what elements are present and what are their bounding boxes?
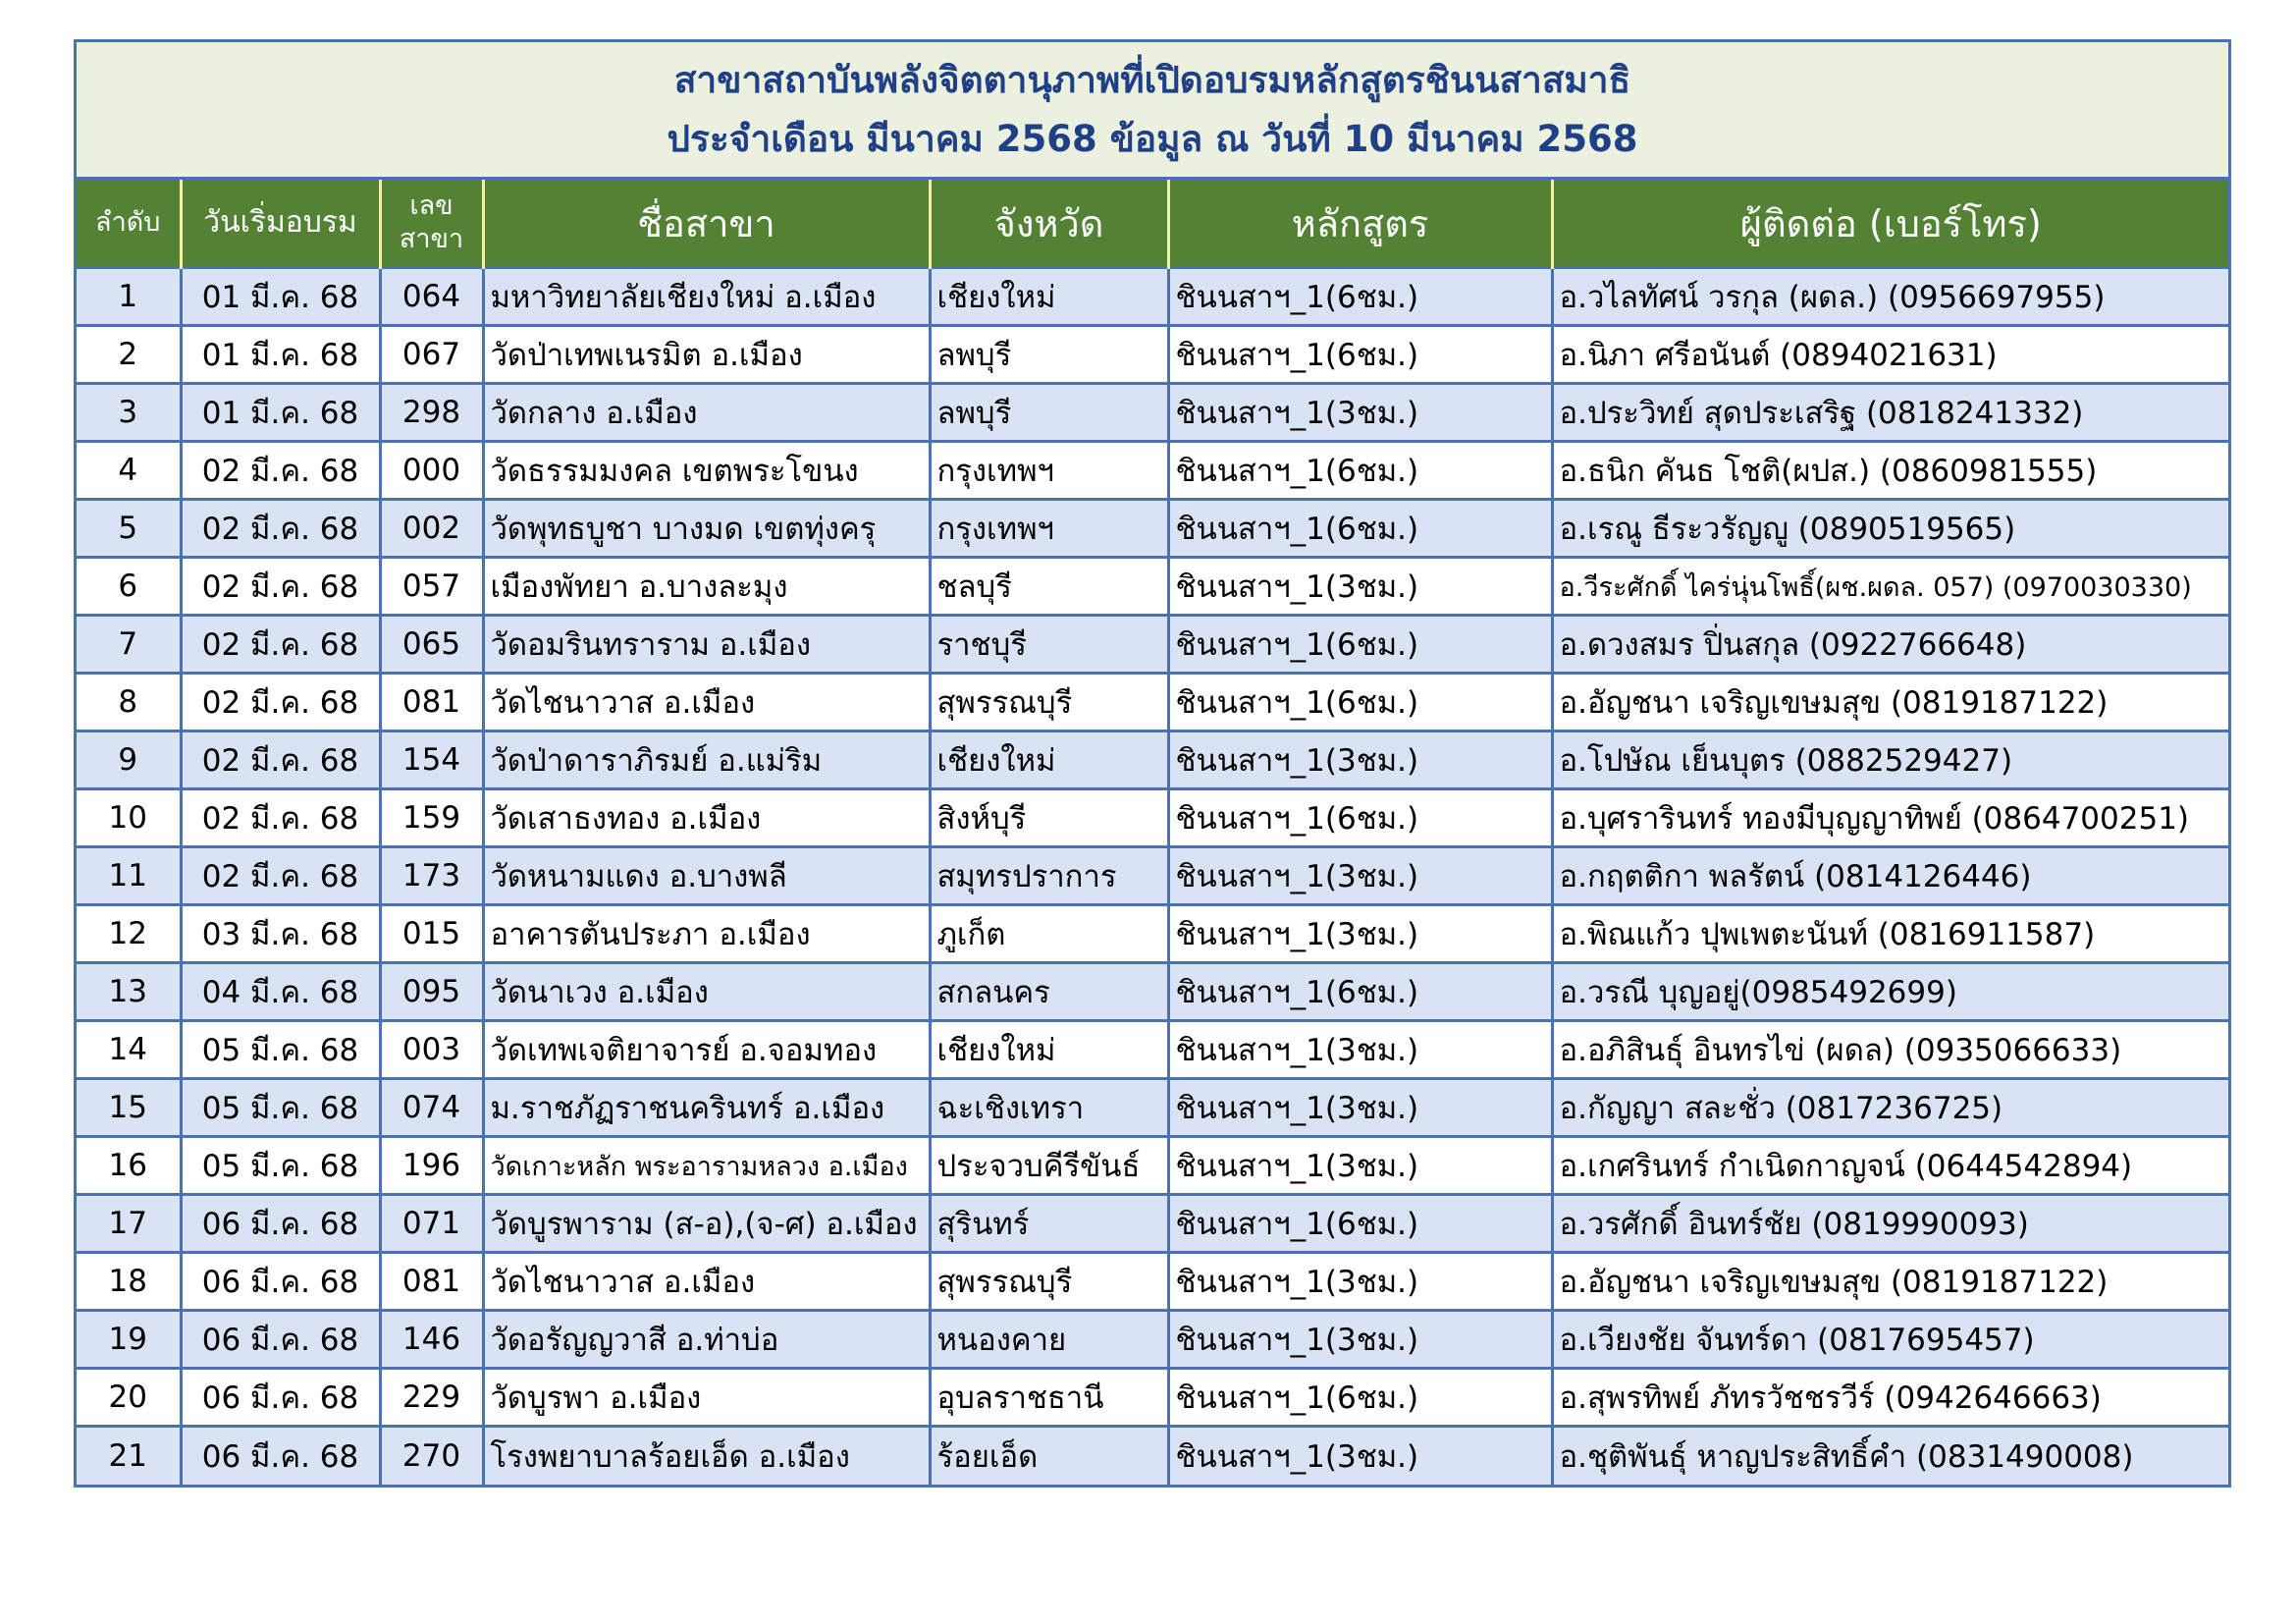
cell-branch-no: 173 <box>380 847 483 905</box>
cell-start-date: 06 มี.ค. 68 <box>181 1195 380 1253</box>
cell-province: สุรินทร์ <box>930 1195 1168 1253</box>
cell-contact: อ.ชุติพันธุ์ หาญประสิทธิ์คำ (0831490008) <box>1552 1427 2228 1485</box>
cell-contact: อ.เรณู ธีระวรัญญู (0890519565) <box>1552 500 2228 558</box>
cell-province: ลพบุรี <box>930 384 1168 442</box>
cell-no: 10 <box>77 789 181 847</box>
cell-branch-name: วัดบูรพา อ.เมือง <box>483 1369 930 1427</box>
cell-branch-no: 159 <box>380 789 483 847</box>
cell-start-date: 01 มี.ค. 68 <box>181 268 380 326</box>
cell-no: 9 <box>77 731 181 789</box>
cell-contact: อ.เกศรินทร์ กำเนิดกาญจน์ (0644542894) <box>1552 1137 2228 1195</box>
cell-branch-name: วัดกลาง อ.เมือง <box>483 384 930 442</box>
cell-branch-no: 015 <box>380 905 483 963</box>
cell-province: หนองคาย <box>930 1311 1168 1369</box>
cell-course: ชินนสาฯ_1(6ชม.) <box>1168 1369 1552 1427</box>
table-body <box>77 268 2228 1485</box>
table-header-row <box>77 180 2228 268</box>
table-row <box>77 1369 2228 1427</box>
cell-course: ชินนสาฯ_1(6ชม.) <box>1168 789 1552 847</box>
cell-no: 11 <box>77 847 181 905</box>
cell-start-date: 05 มี.ค. 68 <box>181 1079 380 1137</box>
cell-course: ชินนสาฯ_1(3ชม.) <box>1168 1253 1552 1311</box>
table-row <box>77 1137 2228 1195</box>
cell-start-date: 04 มี.ค. 68 <box>181 963 380 1021</box>
cell-branch-name: วัดไชนาวาส อ.เมือง <box>483 1253 930 1311</box>
branch-table <box>77 180 2228 1485</box>
document-title: สาขาสถาบันพลังจิตตานุภาพที่เปิดอบรมหลักสูตรชินนสาสมาธิ <box>673 58 1631 101</box>
cell-province: ร้อยเอ็ด <box>930 1427 1168 1485</box>
table-row <box>77 442 2228 500</box>
cell-no: 21 <box>77 1427 181 1485</box>
cell-contact: อ.วรศักดิ์ อินทร์ชัย (0819990093) <box>1552 1195 2228 1253</box>
cell-contact: อ.อภิสินธุ์ อินทรไข่ (ผดล) (0935066633) <box>1552 1021 2228 1079</box>
cell-course: ชินนสาฯ_1(3ชม.) <box>1168 905 1552 963</box>
cell-course: ชินนสาฯ_1(3ชม.) <box>1168 384 1552 442</box>
cell-start-date: 06 มี.ค. 68 <box>181 1369 380 1427</box>
cell-province: สกลนคร <box>930 963 1168 1021</box>
cell-branch-name: วัดไชนาวาส อ.เมือง <box>483 674 930 731</box>
table-row <box>77 558 2228 616</box>
cell-contact: อ.อัญชนา เจริญเขษมสุข (0819187122) <box>1552 674 2228 731</box>
cell-contact: อ.โปษัณ เย็นบุตร (0882529427) <box>1552 731 2228 789</box>
cell-branch-no: 081 <box>380 674 483 731</box>
table-row <box>77 674 2228 731</box>
cell-province: สมุทรปราการ <box>930 847 1168 905</box>
cell-no: 20 <box>77 1369 181 1427</box>
cell-branch-name: วัดอรัญญวาสี อ.ท่าบ่อ <box>483 1311 930 1369</box>
cell-contact: อ.ดวงสมร ปิ่นสกุล (0922766648) <box>1552 616 2228 674</box>
cell-no: 19 <box>77 1311 181 1369</box>
cell-branch-no: 071 <box>380 1195 483 1253</box>
table-row <box>77 268 2228 326</box>
cell-branch-no: 270 <box>380 1427 483 1485</box>
cell-start-date: 02 มี.ค. 68 <box>181 500 380 558</box>
cell-contact: อ.กฤตติกา พลรัตน์ (0814126446) <box>1552 847 2228 905</box>
cell-branch-name: วัดป่าดาราภิรมย์ อ.แม่ริม <box>483 731 930 789</box>
cell-contact: อ.บุศรารินทร์ ทองมีบุญญาทิพย์ (0864700251) <box>1552 789 2228 847</box>
cell-branch-name: เมืองพัทยา อ.บางละมุง <box>483 558 930 616</box>
cell-start-date: 06 มี.ค. 68 <box>181 1311 380 1369</box>
cell-province: เชียงใหม่ <box>930 268 1168 326</box>
table-row <box>77 789 2228 847</box>
cell-no: 8 <box>77 674 181 731</box>
table-row <box>77 963 2228 1021</box>
cell-start-date: 02 มี.ค. 68 <box>181 731 380 789</box>
cell-course: ชินนสาฯ_1(6ชม.) <box>1168 1195 1552 1253</box>
cell-course: ชินนสาฯ_1(6ชม.) <box>1168 674 1552 731</box>
cell-branch-name: โรงพยาบาลร้อยเอ็ด อ.เมือง <box>483 1427 930 1485</box>
cell-contact: อ.ประวิทย์ สุดประเสริฐ (0818241332) <box>1552 384 2228 442</box>
cell-branch-no: 074 <box>380 1079 483 1137</box>
cell-no: 6 <box>77 558 181 616</box>
cell-province: ฉะเชิงเทรา <box>930 1079 1168 1137</box>
cell-branch-name: วัดนาเวง อ.เมือง <box>483 963 930 1021</box>
cell-branch-no: 146 <box>380 1311 483 1369</box>
cell-start-date: 02 มี.ค. 68 <box>181 847 380 905</box>
cell-province: อุบลราชธานี <box>930 1369 1168 1427</box>
cell-branch-name: ม.ราชภัฏราชนครินทร์ อ.เมือง <box>483 1079 930 1137</box>
table-row <box>77 731 2228 789</box>
cell-branch-name: วัดอมรินทราราม อ.เมือง <box>483 616 930 674</box>
cell-no: 18 <box>77 1253 181 1311</box>
cell-branch-name: วัดบูรพาราม (ส-อ),(จ-ศ) อ.เมือง <box>483 1195 930 1253</box>
cell-branch-name: วัดเกาะหลัก พระอารามหลวง อ.เมือง <box>483 1137 930 1195</box>
table-row <box>77 905 2228 963</box>
cell-start-date: 02 มี.ค. 68 <box>181 558 380 616</box>
cell-start-date: 03 มี.ค. 68 <box>181 905 380 963</box>
cell-no: 13 <box>77 963 181 1021</box>
cell-branch-no: 057 <box>380 558 483 616</box>
cell-start-date: 02 มี.ค. 68 <box>181 616 380 674</box>
cell-contact: อ.อัญชนา เจริญเขษมสุข (0819187122) <box>1552 1253 2228 1311</box>
cell-branch-no: 229 <box>380 1369 483 1427</box>
cell-province: สุพรรณบุรี <box>930 674 1168 731</box>
cell-branch-name: วัดหนามแดง อ.บางพลี <box>483 847 930 905</box>
cell-course: ชินนสาฯ_1(6ชม.) <box>1168 616 1552 674</box>
title-block <box>77 42 2228 180</box>
cell-branch-no: 154 <box>380 731 483 789</box>
table-row <box>77 1021 2228 1079</box>
cell-course: ชินนสาฯ_1(6ชม.) <box>1168 326 1552 384</box>
header-branch-name: ชื่อสาขา <box>483 180 930 268</box>
cell-branch-no: 067 <box>380 326 483 384</box>
cell-branch-no: 081 <box>380 1253 483 1311</box>
header-branch-no-line1: เลข <box>409 190 454 221</box>
cell-no: 5 <box>77 500 181 558</box>
cell-branch-name: วัดป่าเทพเนรมิต อ.เมือง <box>483 326 930 384</box>
cell-province: เชียงใหม่ <box>930 731 1168 789</box>
cell-course: ชินนสาฯ_1(3ชม.) <box>1168 847 1552 905</box>
cell-branch-no: 196 <box>380 1137 483 1195</box>
cell-branch-no: 298 <box>380 384 483 442</box>
table-row <box>77 1079 2228 1137</box>
cell-branch-no: 000 <box>380 442 483 500</box>
cell-no: 12 <box>77 905 181 963</box>
cell-province: สุพรรณบุรี <box>930 1253 1168 1311</box>
cell-branch-name: อาคารตันประภา อ.เมือง <box>483 905 930 963</box>
cell-start-date: 06 มี.ค. 68 <box>181 1427 380 1485</box>
document-subtitle: ประจำเดือน มีนาคม 2568 ข้อมูล ณ วันที่ 10 มีนาคม 2568 <box>667 117 1638 160</box>
cell-course: ชินนสาฯ_1(3ชม.) <box>1168 558 1552 616</box>
cell-no: 16 <box>77 1137 181 1195</box>
cell-branch-no: 065 <box>380 616 483 674</box>
cell-branch-no: 002 <box>380 500 483 558</box>
cell-province: สิงห์บุรี <box>930 789 1168 847</box>
cell-start-date: 06 มี.ค. 68 <box>181 1253 380 1311</box>
cell-no: 7 <box>77 616 181 674</box>
table-row <box>77 326 2228 384</box>
cell-start-date: 02 มี.ค. 68 <box>181 442 380 500</box>
cell-contact: อ.วรณี บุญอยู่(0985492699) <box>1552 963 2228 1021</box>
cell-no: 17 <box>77 1195 181 1253</box>
cell-branch-name: วัดธรรมมงคล เขตพระโขนง <box>483 442 930 500</box>
cell-province: ภูเก็ต <box>930 905 1168 963</box>
cell-contact: อ.วีระศักดิ์ ไคร่นุ่นโพธิ์(ผช.ผดล. 057) (0970030330) <box>1552 558 2228 616</box>
cell-start-date: 01 มี.ค. 68 <box>181 326 380 384</box>
cell-start-date: 05 มี.ค. 68 <box>181 1021 380 1079</box>
header-contact: ผู้ติดต่อ (เบอร์โทร) <box>1552 180 2228 268</box>
cell-contact: อ.พิณแก้ว ปุพเพตะนันท์ (0816911587) <box>1552 905 2228 963</box>
cell-contact: อ.ธนิก คันธ โชติ(ผปส.) (0860981555) <box>1552 442 2228 500</box>
cell-contact: อ.นิภา ศรีอนันต์ (0894021631) <box>1552 326 2228 384</box>
schedule-sheet <box>74 39 2231 1488</box>
cell-course: ชินนสาฯ_1(6ชม.) <box>1168 442 1552 500</box>
cell-branch-name: วัดเสาธงทอง อ.เมือง <box>483 789 930 847</box>
cell-course: ชินนสาฯ_1(6ชม.) <box>1168 500 1552 558</box>
cell-no: 15 <box>77 1079 181 1137</box>
cell-contact: อ.วไลทัศน์ วรกุล (ผดล.) (0956697955) <box>1552 268 2228 326</box>
cell-contact: อ.กัญญา สละชั่ว (0817236725) <box>1552 1079 2228 1137</box>
cell-course: ชินนสาฯ_1(3ชม.) <box>1168 731 1552 789</box>
table-row <box>77 384 2228 442</box>
cell-course: ชินนสาฯ_1(6ชม.) <box>1168 963 1552 1021</box>
cell-course: ชินนสาฯ_1(3ชม.) <box>1168 1021 1552 1079</box>
table-row <box>77 1311 2228 1369</box>
header-branch-no-line2: สาขา <box>399 224 464 254</box>
cell-branch-name: วัดเทพเจติยาจารย์ อ.จอมทอง <box>483 1021 930 1079</box>
cell-province: กรุงเทพฯ <box>930 442 1168 500</box>
cell-contact: อ.สุพรทิพย์ ภัทรวัชชรวีร์ (0942646663) <box>1552 1369 2228 1427</box>
table-row <box>77 500 2228 558</box>
header-no: ลำดับ <box>77 180 181 268</box>
cell-start-date: 05 มี.ค. 68 <box>181 1137 380 1195</box>
header-branch-no <box>380 180 483 268</box>
cell-start-date: 01 มี.ค. 68 <box>181 384 380 442</box>
cell-no: 14 <box>77 1021 181 1079</box>
cell-start-date: 02 มี.ค. 68 <box>181 674 380 731</box>
header-province: จังหวัด <box>930 180 1168 268</box>
cell-province: ลพบุรี <box>930 326 1168 384</box>
table-row <box>77 1427 2228 1485</box>
cell-province: ประจวบคีรีขันธ์ <box>930 1137 1168 1195</box>
cell-branch-no: 003 <box>380 1021 483 1079</box>
header-start-date: วันเริ่มอบรม <box>181 180 380 268</box>
table-row <box>77 616 2228 674</box>
cell-province: กรุงเทพฯ <box>930 500 1168 558</box>
cell-course: ชินนสาฯ_1(3ชม.) <box>1168 1311 1552 1369</box>
table-row <box>77 1253 2228 1311</box>
cell-no: 1 <box>77 268 181 326</box>
cell-branch-name: มหาวิทยาลัยเชียงใหม่ อ.เมือง <box>483 268 930 326</box>
cell-branch-no: 095 <box>380 963 483 1021</box>
cell-start-date: 02 มี.ค. 68 <box>181 789 380 847</box>
cell-no: 4 <box>77 442 181 500</box>
cell-province: ชลบุรี <box>930 558 1168 616</box>
cell-province: เชียงใหม่ <box>930 1021 1168 1079</box>
cell-course: ชินนสาฯ_1(6ชม.) <box>1168 268 1552 326</box>
table-row <box>77 1195 2228 1253</box>
cell-course: ชินนสาฯ_1(3ชม.) <box>1168 1137 1552 1195</box>
header-course: หลักสูตร <box>1168 180 1552 268</box>
cell-no: 3 <box>77 384 181 442</box>
cell-province: ราชบุรี <box>930 616 1168 674</box>
cell-course: ชินนสาฯ_1(3ชม.) <box>1168 1079 1552 1137</box>
cell-branch-name: วัดพุทธบูชา บางมด เขตทุ่งครุ <box>483 500 930 558</box>
cell-no: 2 <box>77 326 181 384</box>
cell-branch-no: 064 <box>380 268 483 326</box>
cell-course: ชินนสาฯ_1(3ชม.) <box>1168 1427 1552 1485</box>
cell-contact: อ.เวียงชัย จันทร์ดา (0817695457) <box>1552 1311 2228 1369</box>
table-row <box>77 847 2228 905</box>
